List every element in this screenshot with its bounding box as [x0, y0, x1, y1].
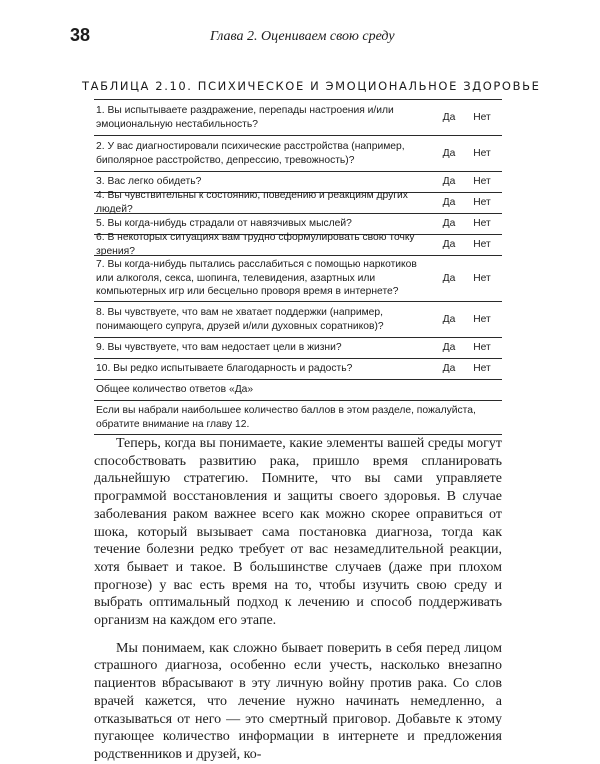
question-text: 5. Вы когда-нибудь страдали от навязчивых мыслей? [96, 218, 352, 230]
body-text [94, 435, 502, 764]
table-row [94, 302, 502, 338]
question-text: 2. У вас диагностировали психические расстройства (например, биполярное расстройство, депрессию, тревожность)? [96, 140, 405, 166]
no-option: Нет [473, 342, 491, 354]
no-option: Нет [473, 272, 491, 284]
no-option: Нет [473, 239, 491, 251]
page-number: 38 [70, 25, 91, 45]
question-text: 7. Вы когда-нибудь пытались расслабиться с помощью наркотиков или алкоголя, секса, шопинга, телевидения, азартных или компьютерных игр или бесцельно проворя время в интернете? [96, 259, 417, 298]
table-row [94, 190, 502, 215]
yes-option: Да [442, 218, 456, 230]
total-label: Общее количество ответов «Да» [96, 384, 254, 396]
table-note: Если вы набрали наибольшее количество баллов в этом разделе, пожалуйста, обратите внимание на главу 12. [96, 404, 476, 430]
question-text: 10. Вы редко испытываете благодарность и радость? [96, 363, 353, 375]
yes-option: Да [442, 111, 456, 123]
question-text: 6. В некоторых ситуациях вам трудно сформулировать свою точку зрения? [96, 232, 415, 257]
no-option: Нет [473, 218, 491, 230]
yes-option: Да [442, 197, 456, 209]
table-row [94, 256, 502, 302]
no-option: Нет [473, 147, 491, 159]
total-row [94, 380, 502, 401]
questionnaire-table [94, 99, 502, 435]
paragraph: Мы понимаем, как сложно бывает поверить в себя перед лицом страшного диагноза, особенно если учесть, насколько внезапно пациентов вбрасывают в эту личную войну против рака. Со слов врачей кажется, что лечение нужно начинать немедленно, а отказываться от него — это смертный приговор. Добавьте к этому пугающее количество информации в интернете и предложения родственников и друзей, ко- [94, 640, 502, 762]
no-option: Нет [473, 313, 491, 325]
question-text: 3. Вас легко обидеть? [96, 176, 202, 188]
paragraph: Теперь, когда вы понимаете, какие элементы вашей среды могут способствовать развитию рака, пришло время спланировать дальнейшую стратегию. Помните, что вы сами управляете программой восстановления и защиты своего здоровья. В случае заболевания раком важнее всего как можно скорее оправиться от шока, который вызывает сама постановка диагноза, тогда как течение болезни редко требует от вас незамедлительной реакции, хотя бывает и такое. В большинстве случаев (даже при плохом прогнозе) у вас есть время на то, чтобы изучить свою среду и выбрать оптимальный подход к лечению и способ поддерживать организм на каждом его этапе. [94, 436, 502, 629]
yes-option: Да [442, 147, 456, 159]
table-row [94, 359, 502, 380]
yes-option: Да [442, 342, 456, 354]
yes-option: Да [442, 363, 456, 375]
table-row [94, 232, 502, 257]
table-row [94, 100, 502, 136]
yes-option: Да [442, 239, 456, 251]
question-text: 4. Вы чувствительны к состоянию, поведению и реакциям других людей? [96, 190, 408, 215]
running-head: Глава 2. Оцениваем свою среду [210, 29, 395, 44]
note-row [94, 401, 502, 435]
question-text: 8. Вы чувствуете, что вам не хватает поддержки (например, понимающего супруга, друзей и/или духовных соратников)? [96, 306, 384, 332]
yes-option: Да [442, 272, 456, 284]
question-text: 1. Вы испытываете раздражение, перепады настроения и/или эмоциональную нестабильность? [96, 104, 394, 130]
table-row [94, 136, 502, 172]
yes-option: Да [442, 176, 456, 188]
question-text: 9. Вы чувствуете, что вам недостает цели в жизни? [96, 342, 342, 354]
yes-option: Да [442, 313, 456, 325]
table-row [94, 338, 502, 359]
no-option: Нет [473, 197, 491, 209]
no-option: Нет [473, 111, 491, 123]
no-option: Нет [473, 176, 491, 188]
table-title: ТАБЛИЦА 2.10. ПСИХИЧЕСКОЕ И ЭМОЦИОНАЛЬНОЕ ЗДОРОВЬЕ [82, 79, 541, 93]
no-option: Нет [473, 363, 491, 375]
